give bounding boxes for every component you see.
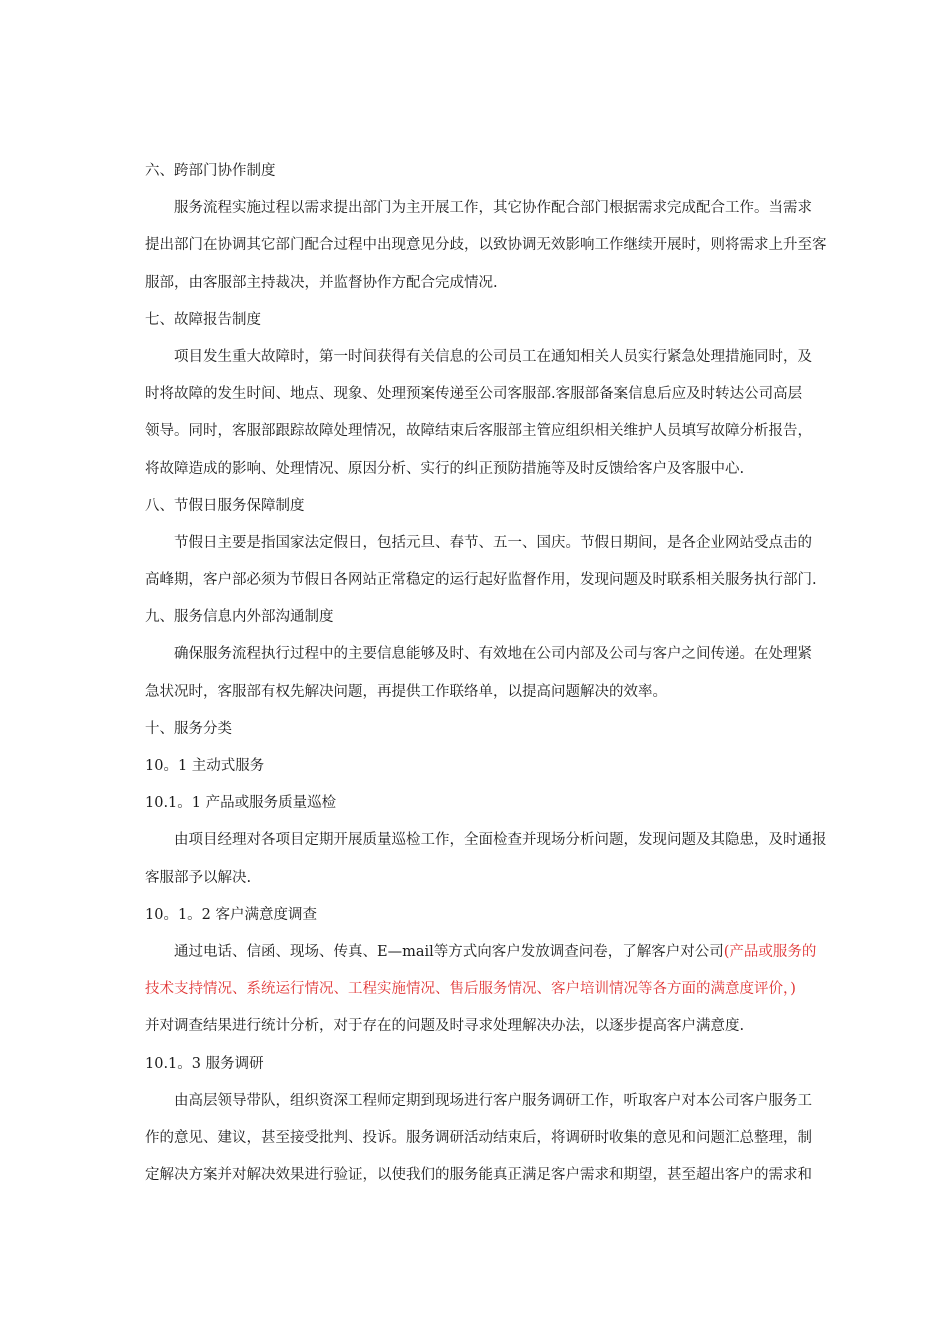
subsection-10-1-1-heading: 10.1。1 产品或服务质量巡检 <box>145 795 337 812</box>
section-9-paragraph-line: 急状况时，客服部有权先解决问题，再提供工作联络单，以提高问题解决的效率。 <box>145 683 667 700</box>
section-7-paragraph-line: 项目发生重大故障时，第一时间获得有关信息的公司员工在通知相关人员实行紧急处理措施同时，及 <box>174 348 812 365</box>
subsection-10-1-3-heading: 10.1。3 服务调研 <box>145 1055 264 1072</box>
section-7-paragraph-line: 时将故障的发生时间、地点、现象、处理预案传递至公司客服部.客服部备案信息后应及时转达公司高层 <box>145 386 803 403</box>
section-8-heading: 八、节假日服务保障制度 <box>145 497 305 514</box>
section-8-paragraph-line: 节假日主要是指国家法定假日，包括元旦、春节、五一、国庆。节假日期间，是各企业网站受点击的 <box>174 534 812 551</box>
section-6-heading: 六、跨部门协作制度 <box>145 163 276 179</box>
subsection-10-1-2-heading: 10。1。2 客户满意度调查 <box>145 906 318 923</box>
subsection-10-1-3-paragraph-line: 作的意见、建议，甚至接受批判、投诉。服务调研活动结束后，将调研时收集的意见和问题汇总整理，制 <box>145 1129 812 1146</box>
subsection-10-1-1-paragraph-line: 由项目经理对各项目定期开展质量巡检工作，全面检查并现场分析问题，发现问题及其隐患，及时通报 <box>174 832 827 849</box>
section-9-heading: 九、服务信息内外部沟通制度 <box>145 609 334 626</box>
section-7-heading: 七、故障报告制度 <box>145 311 261 328</box>
section-10-heading: 十、服务分类 <box>145 720 232 737</box>
section-8-paragraph-line: 高峰期，客户部必须为节假日各网站正常稳定的运行起好监督作用，发现问题及时联系相关服务执行部门. <box>145 572 817 589</box>
highlighted-paragraph-line: 技术支持情况、系统运行情况、工程实施情况、售后服务情况、客户培训情况等各方面的满意度评价，) <box>145 981 796 998</box>
section-6-paragraph-line: 服部，由客服部主持裁决，并监督协作方配合完成情况. <box>145 274 498 291</box>
subsection-10-1-2-paragraph-line <box>145 934 817 971</box>
subsection-10-1-2-paragraph-line: 并对调查结果进行统计分析，对于存在的问题及时寻求处理解决办法，以逐步提高客户满意度. <box>145 1018 745 1035</box>
document-page <box>145 153 827 1194</box>
subsection-10-1-3-paragraph-line: 定解决方案并对解决效果进行验证，以使我们的服务能真正满足客户需求和期望，甚至超出客户的需求和 <box>145 1167 812 1184</box>
plain-text: 通过电话、信函、现场、传真、E—mail等方式向客户发放调查问卷，了解客户对公司 <box>174 943 724 960</box>
section-6-paragraph-line: 服务流程实施过程以需求提出部门为主开展工作，其它协作配合部门根据需求完成配合工作。当需求 <box>174 200 812 217</box>
section-9-paragraph-line: 确保服务流程执行过程中的主要信息能够及时、有效地在公司内部及公司与客户之间传递。在处理紧 <box>174 646 812 663</box>
highlighted-text: (产品或服务的 <box>723 943 817 960</box>
section-7-paragraph-line: 将故障造成的影响、处理情况、原因分析、实行的纠正预防措施等及时反馈给客户及客服中心. <box>145 460 745 477</box>
section-6-paragraph-line: 提出部门在协调其它部门配合过程中出现意见分歧，以致协调无效影响工作继续开展时，则将需求上升至客 <box>145 237 827 254</box>
subsection-10-1-3-paragraph-line: 由高层领导带队，组织资深工程师定期到现场进行客户服务调研工作，听取客户对本公司客户服务工 <box>174 1092 812 1109</box>
section-7-paragraph-line: 领导。同时，客服部跟踪故障处理情况，故障结束后客服部主管应组织相关维护人员填写故障分析报告， <box>145 423 812 440</box>
subsection-10-1-heading: 10。1 主动式服务 <box>145 758 265 774</box>
subsection-10-1-1-paragraph-line: 客服部予以解决. <box>145 869 252 886</box>
